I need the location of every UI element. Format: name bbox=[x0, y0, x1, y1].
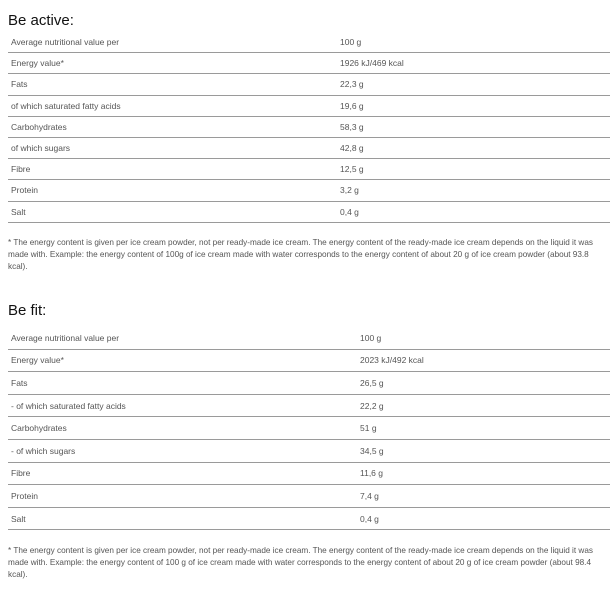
row-label: Energy value* bbox=[8, 53, 337, 74]
row-label: of which sugars bbox=[8, 137, 337, 158]
row-label: - of which sugars bbox=[8, 439, 357, 462]
row-label: Protein bbox=[8, 485, 357, 508]
row-value: 3,2 g bbox=[337, 180, 610, 201]
row-value: 42,8 g bbox=[337, 137, 610, 158]
row-value: 100 g bbox=[357, 327, 610, 349]
row-label: - of which saturated fatty acids bbox=[8, 394, 357, 417]
table-row bbox=[8, 159, 610, 180]
row-value: 0,4 g bbox=[337, 201, 610, 222]
table-row bbox=[8, 74, 610, 95]
row-value: 100 g bbox=[337, 32, 610, 53]
table-row bbox=[8, 462, 610, 485]
row-label: Carbohydrates bbox=[8, 116, 337, 137]
table-row bbox=[8, 439, 610, 462]
row-value: 12,5 g bbox=[337, 159, 610, 180]
row-value: 19,6 g bbox=[337, 95, 610, 116]
row-label: Fats bbox=[8, 372, 357, 395]
table-row bbox=[8, 32, 610, 53]
row-value: 26,5 g bbox=[357, 372, 610, 395]
row-label: Salt bbox=[8, 507, 357, 530]
row-label: Carbohydrates bbox=[8, 417, 357, 440]
table-row bbox=[8, 137, 610, 158]
table-row bbox=[8, 372, 610, 395]
row-value: 11,6 g bbox=[357, 462, 610, 485]
footnote-be-fit: * The energy content is given per ice cream powder, not per ready-made ice cream. The energy content of the ready-made ice cream depends on the liquid it was made with. Example: the energy content of 100 g of ice cream made with water corresponds to the energy content of about 20 g of ice cream powder (about 98.4 kcal). bbox=[8, 546, 593, 579]
table-row bbox=[8, 53, 610, 74]
row-value: 0,4 g bbox=[357, 507, 610, 530]
row-value: 1926 kJ/469 kcal bbox=[337, 53, 610, 74]
nutrition-table-be-active bbox=[8, 32, 610, 223]
row-value: 2023 kJ/492 kcal bbox=[357, 349, 610, 372]
table-row bbox=[8, 485, 610, 508]
section-title-be-active: Be active: bbox=[8, 12, 74, 29]
table-row bbox=[8, 95, 610, 116]
row-label: Energy value* bbox=[8, 349, 357, 372]
table-row bbox=[8, 507, 610, 530]
row-label: Average nutritional value per bbox=[8, 327, 357, 349]
row-value: 58,3 g bbox=[337, 116, 610, 137]
row-value: 22,3 g bbox=[337, 74, 610, 95]
footnote-be-active: * The energy content is given per ice cream powder, not per ready-made ice cream. The energy content of the ready-made ice cream depends on the liquid it was made with. Example: the energy content of 100g of ice cream made with water corresponds to the energy content of about 20 g of ice cream powder (about 93.8 kcal). bbox=[8, 238, 593, 271]
row-label: Salt bbox=[8, 201, 337, 222]
row-label: of which saturated fatty acids bbox=[8, 95, 337, 116]
table-row bbox=[8, 394, 610, 417]
table-row bbox=[8, 201, 610, 222]
row-label: Average nutritional value per bbox=[8, 32, 337, 53]
row-label: Fibre bbox=[8, 462, 357, 485]
row-value: 7,4 g bbox=[357, 485, 610, 508]
section-title-be-fit: Be fit: bbox=[8, 302, 47, 319]
table-row bbox=[8, 327, 610, 349]
row-label: Fibre bbox=[8, 159, 337, 180]
table-row bbox=[8, 116, 610, 137]
table-row bbox=[8, 417, 610, 440]
table-row bbox=[8, 349, 610, 372]
row-value: 22,2 g bbox=[357, 394, 610, 417]
table-row bbox=[8, 180, 610, 201]
row-value: 51 g bbox=[357, 417, 610, 440]
row-label: Fats bbox=[8, 74, 337, 95]
nutrition-table-be-fit bbox=[8, 327, 610, 530]
row-label: Protein bbox=[8, 180, 337, 201]
row-value: 34,5 g bbox=[357, 439, 610, 462]
